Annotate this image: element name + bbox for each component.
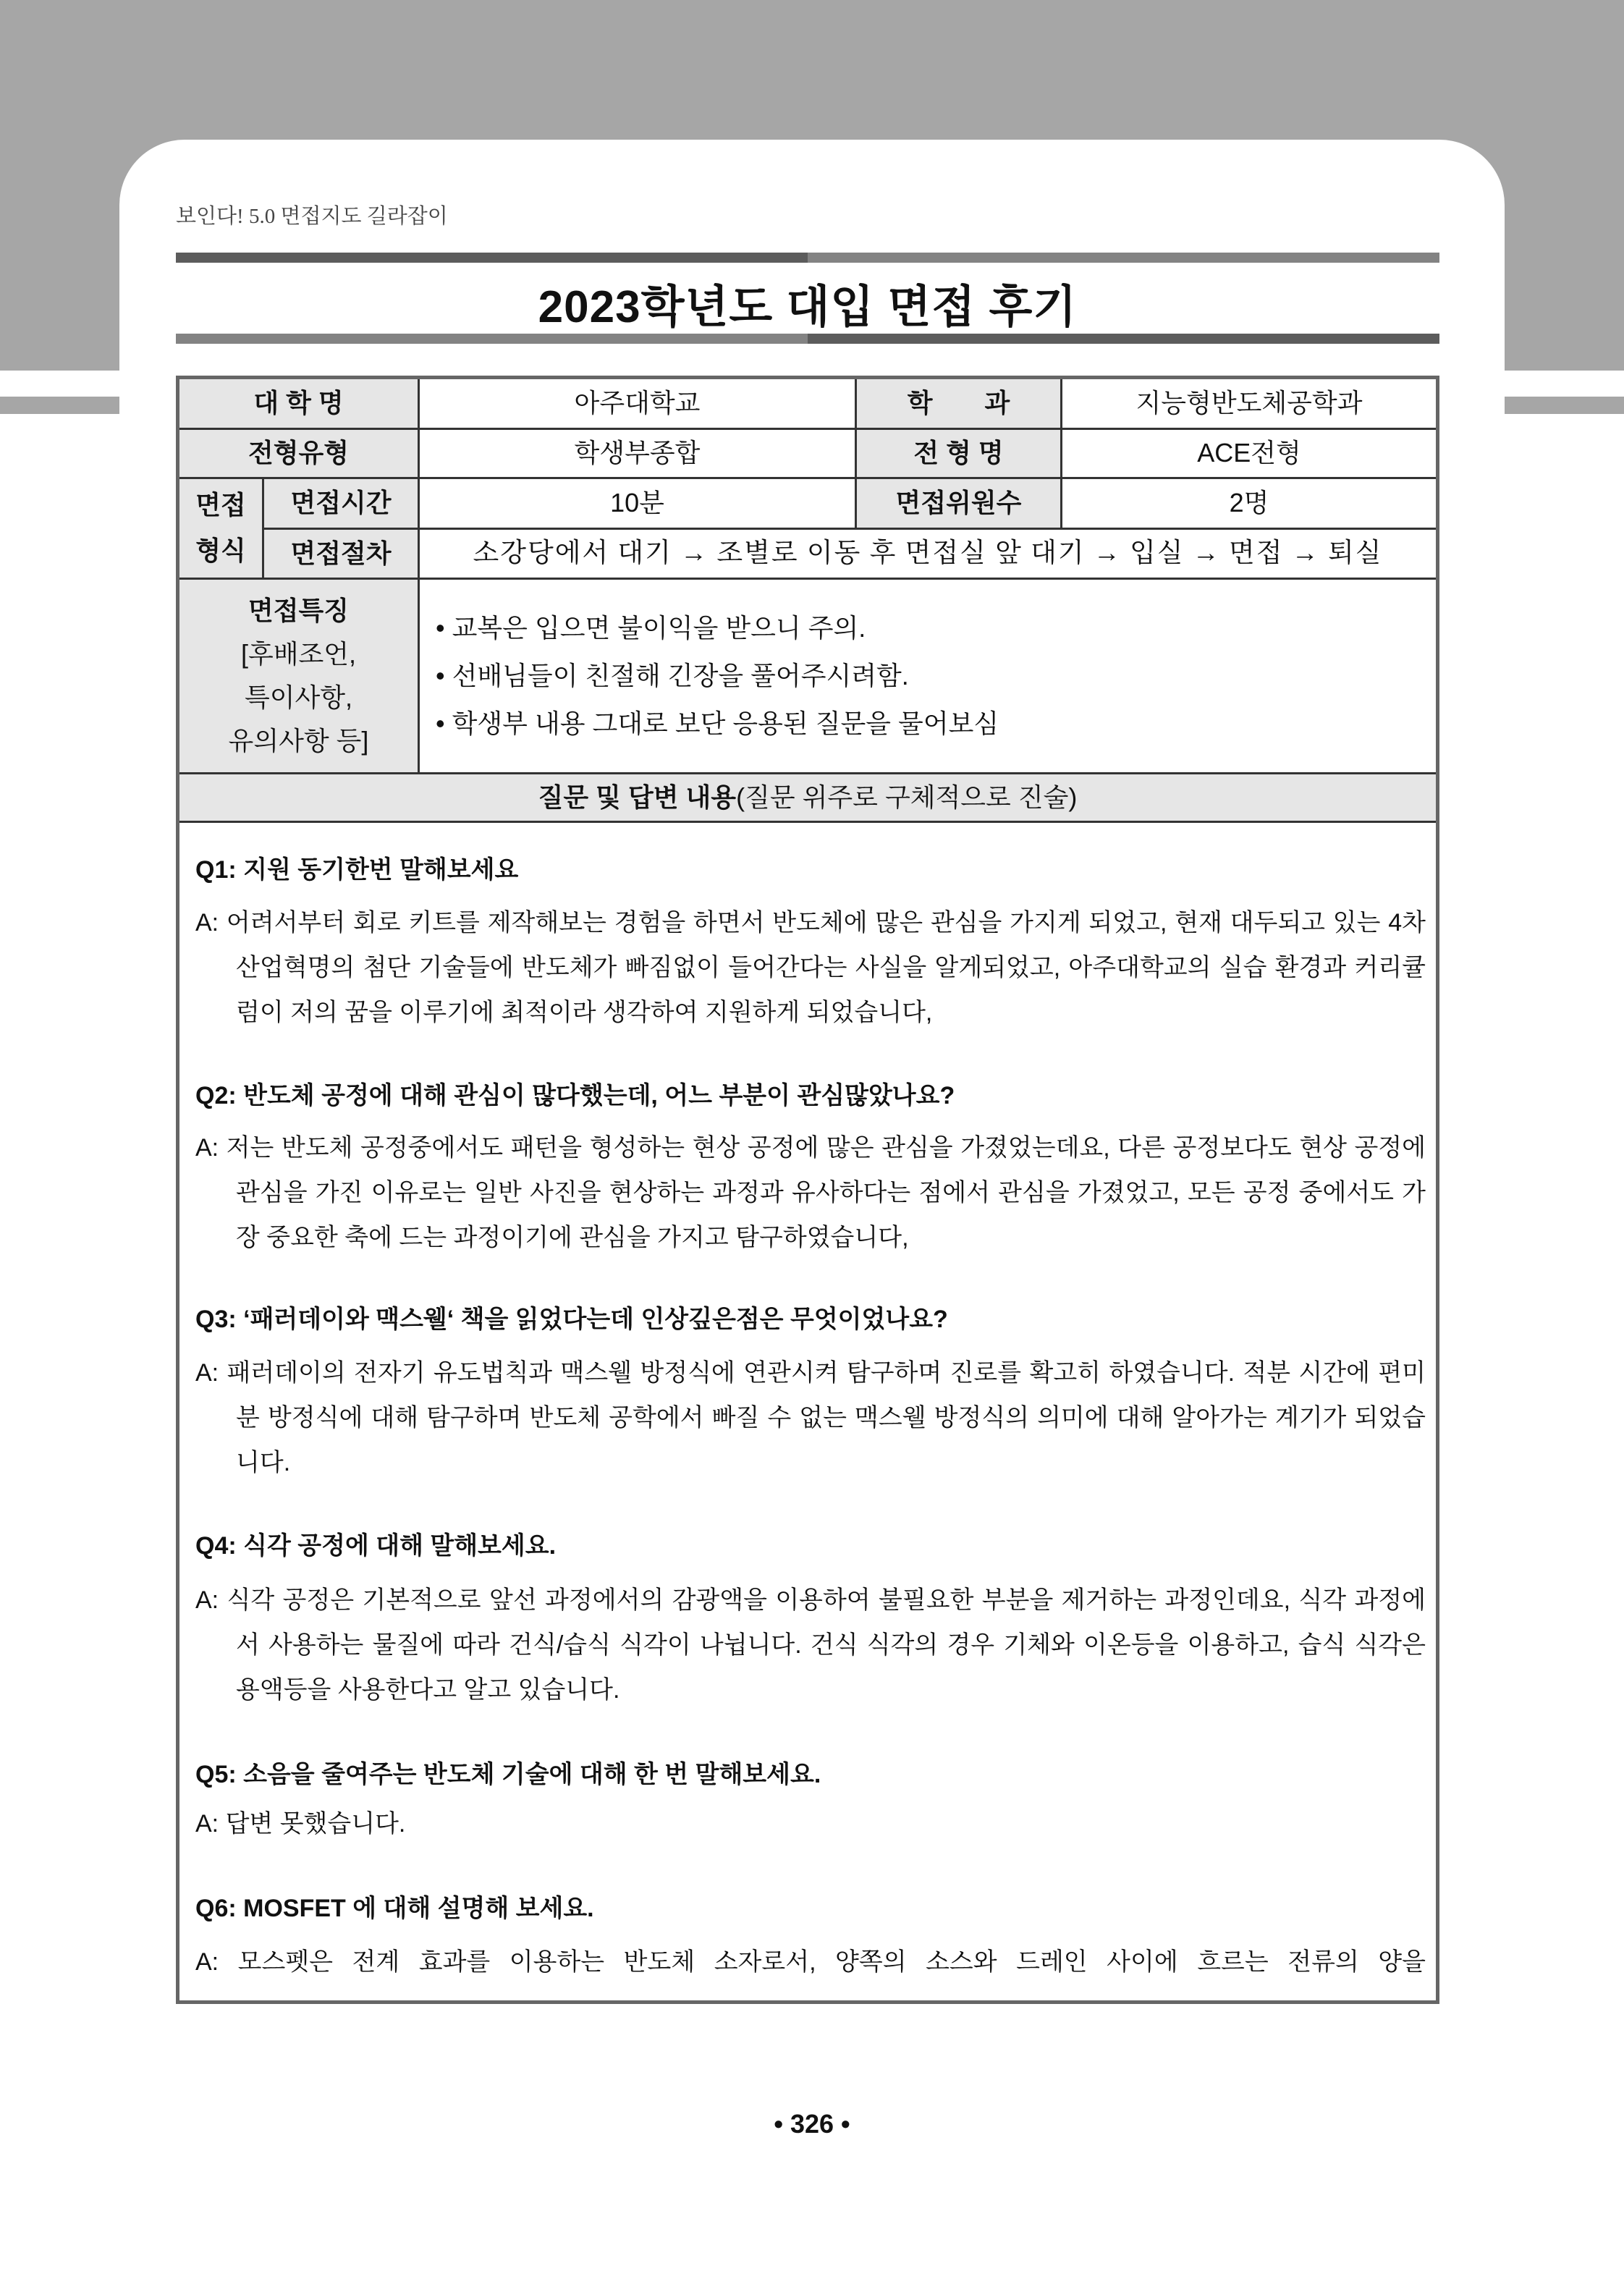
features-sub-3: 유의사항 등] (228, 726, 369, 756)
feature-item: • 선배님들이 친절해 긴장을 풀어주시려함. (436, 652, 999, 700)
department-label: 학 과 (857, 379, 1062, 430)
features-list-cell (420, 580, 1436, 774)
question: Q4: 식각 공정에 대해 말해보세요. (195, 1532, 557, 1560)
time-value: 10분 (420, 479, 857, 530)
university-label: 대 학 명 (179, 379, 420, 430)
features-sub-2: 특이사항, (244, 682, 353, 712)
department-value: 지능형반도체공학과 (1062, 379, 1436, 430)
format-label (179, 479, 264, 580)
interview-table (176, 376, 1439, 2004)
answer: A: 식각 공정은 기본적으로 앞선 과정에서의 감광액을 이용하여 불필요한 부분을 제거하는 과정인데요, 식각 과정에서 사용하는 물질에 따라 건식/습식 식각이 나뉩니다. 건식 식각의 경우 기체와 이온등을 이용하고, 습식 식각은 용액등을 사용한다고 알고 있습니다. (195, 1586, 1426, 1704)
question: Q2: 반도체 공정에 대해 관심이 많다했는데, 어느 부분이 관심많았나요? (195, 1082, 955, 1109)
answer: A: 답변 못했습니다. (195, 1810, 406, 1838)
qa-header-title: 질문 및 답변 내용 (538, 782, 737, 812)
question: Q1: 지원 동기한번 말해보세요 (195, 856, 519, 884)
question: Q3: ‘패러데이와 맥스웰‘ 책을 읽었다는데 인상깊은점은 무엇이었나요? (195, 1306, 948, 1333)
title-bar-top (176, 253, 1439, 263)
running-header: 보인다! 5.0 면접지도 길라잡이 (176, 205, 448, 228)
university-value: 아주대학교 (420, 379, 857, 430)
qa-header-note: (질문 위주로 구체적으로 진술) (736, 782, 1078, 812)
answer: A: 어려서부터 회로 키트를 제작해보는 경험을 하면서 반도체에 많은 관심을 가지게 되었고, 현재 대두되고 있는 4차 산업혁명의 첨단 기술들에 반도체가 빠짐없이 들어간다는 사실을 알게되었고, 아주대학교의 실습 환경과 커리큘럼이 저의 꿈을 이루기에 최적이라 생각하여 지원하게 되었습니다, (195, 909, 1426, 1026)
qa-header (179, 774, 1436, 823)
admission-type-value: 학생부종합 (420, 430, 857, 479)
page-title: 2023학년도 대입 면접 후기 (538, 282, 1078, 332)
admission-name-label: 전 형 명 (857, 430, 1062, 479)
time-label: 면접시간 (264, 479, 420, 530)
format-label-line2: 형식 (195, 536, 246, 565)
qa-item-1 (195, 847, 1426, 1035)
question: Q6: MOSFET 에 대해 설명해 보세요. (195, 1895, 594, 1922)
features-sub-1: [후배조언, (240, 639, 357, 669)
qa-item-4 (195, 1523, 1426, 1712)
page-number: • 326 • (774, 2109, 850, 2139)
interviewers-label: 면접위원수 (857, 479, 1062, 530)
admission-type-label: 전형유형 (179, 430, 420, 479)
answer: A: 모스펫은 전계 효과를 이용하는 반도체 소자로서, 양쪽의 소스와 드레인 사이에 흐르는 전류의 양을 (195, 1948, 1426, 1976)
features-title: 면접특징 (248, 596, 350, 625)
features-list (436, 604, 999, 748)
procedure-label: 면접절차 (264, 530, 420, 580)
side-strip-left (0, 397, 119, 414)
features-label (179, 580, 420, 774)
interviewers-value: 2명 (1062, 479, 1436, 530)
title-bar-bottom (176, 334, 1439, 344)
admission-name-value: ACE전형 (1062, 430, 1436, 479)
feature-item: • 학생부 내용 그대로 보단 응용된 질문을 물어보심 (436, 700, 999, 748)
qa-item-5 (195, 1752, 1426, 1846)
answer: A: 저는 반도체 공정중에서도 패턴을 형성하는 현상 공정에 많은 관심을 가졌었는데요, 다른 공정보다도 현상 공정에 관심을 가진 이유로는 일반 사진을 현상하는 과정과 유사하다는 점에서 관심을 가졌었고, 모든 공정 중에서도 가장 중요한 축에 드는 과정이기에 관심을 가지고 탐구하였습니다, (195, 1134, 1426, 1251)
feature-item: • 교복은 입으면 불이익을 받으니 주의. (436, 604, 999, 652)
qa-item-3 (195, 1297, 1426, 1485)
answer: A: 패러데이의 전자기 유도법칙과 맥스웰 방정식에 연관시켜 탐구하며 진로를 확고히 하였습니다. 적분 시간에 편미분 방정식에 대해 탐구하며 반도체 공학에서 빠질 수 없는 맥스웰 방정식의 의미에 대해 알아가는 계기가 되었습니다. (195, 1359, 1426, 1476)
procedure-value: 소강당에서 대기 → 조별로 이동 후 면접실 앞 대기 → 입실 → 면접 → 퇴실 (420, 530, 1436, 580)
side-strip-right (1505, 397, 1624, 414)
format-label-line1: 면접 (195, 490, 246, 520)
question: Q5: 소음을 줄여주는 반도체 기술에 대해 한 번 말해보세요. (195, 1761, 821, 1788)
qa-item-6 (195, 1886, 1426, 1984)
qa-item-2 (195, 1073, 1426, 1260)
